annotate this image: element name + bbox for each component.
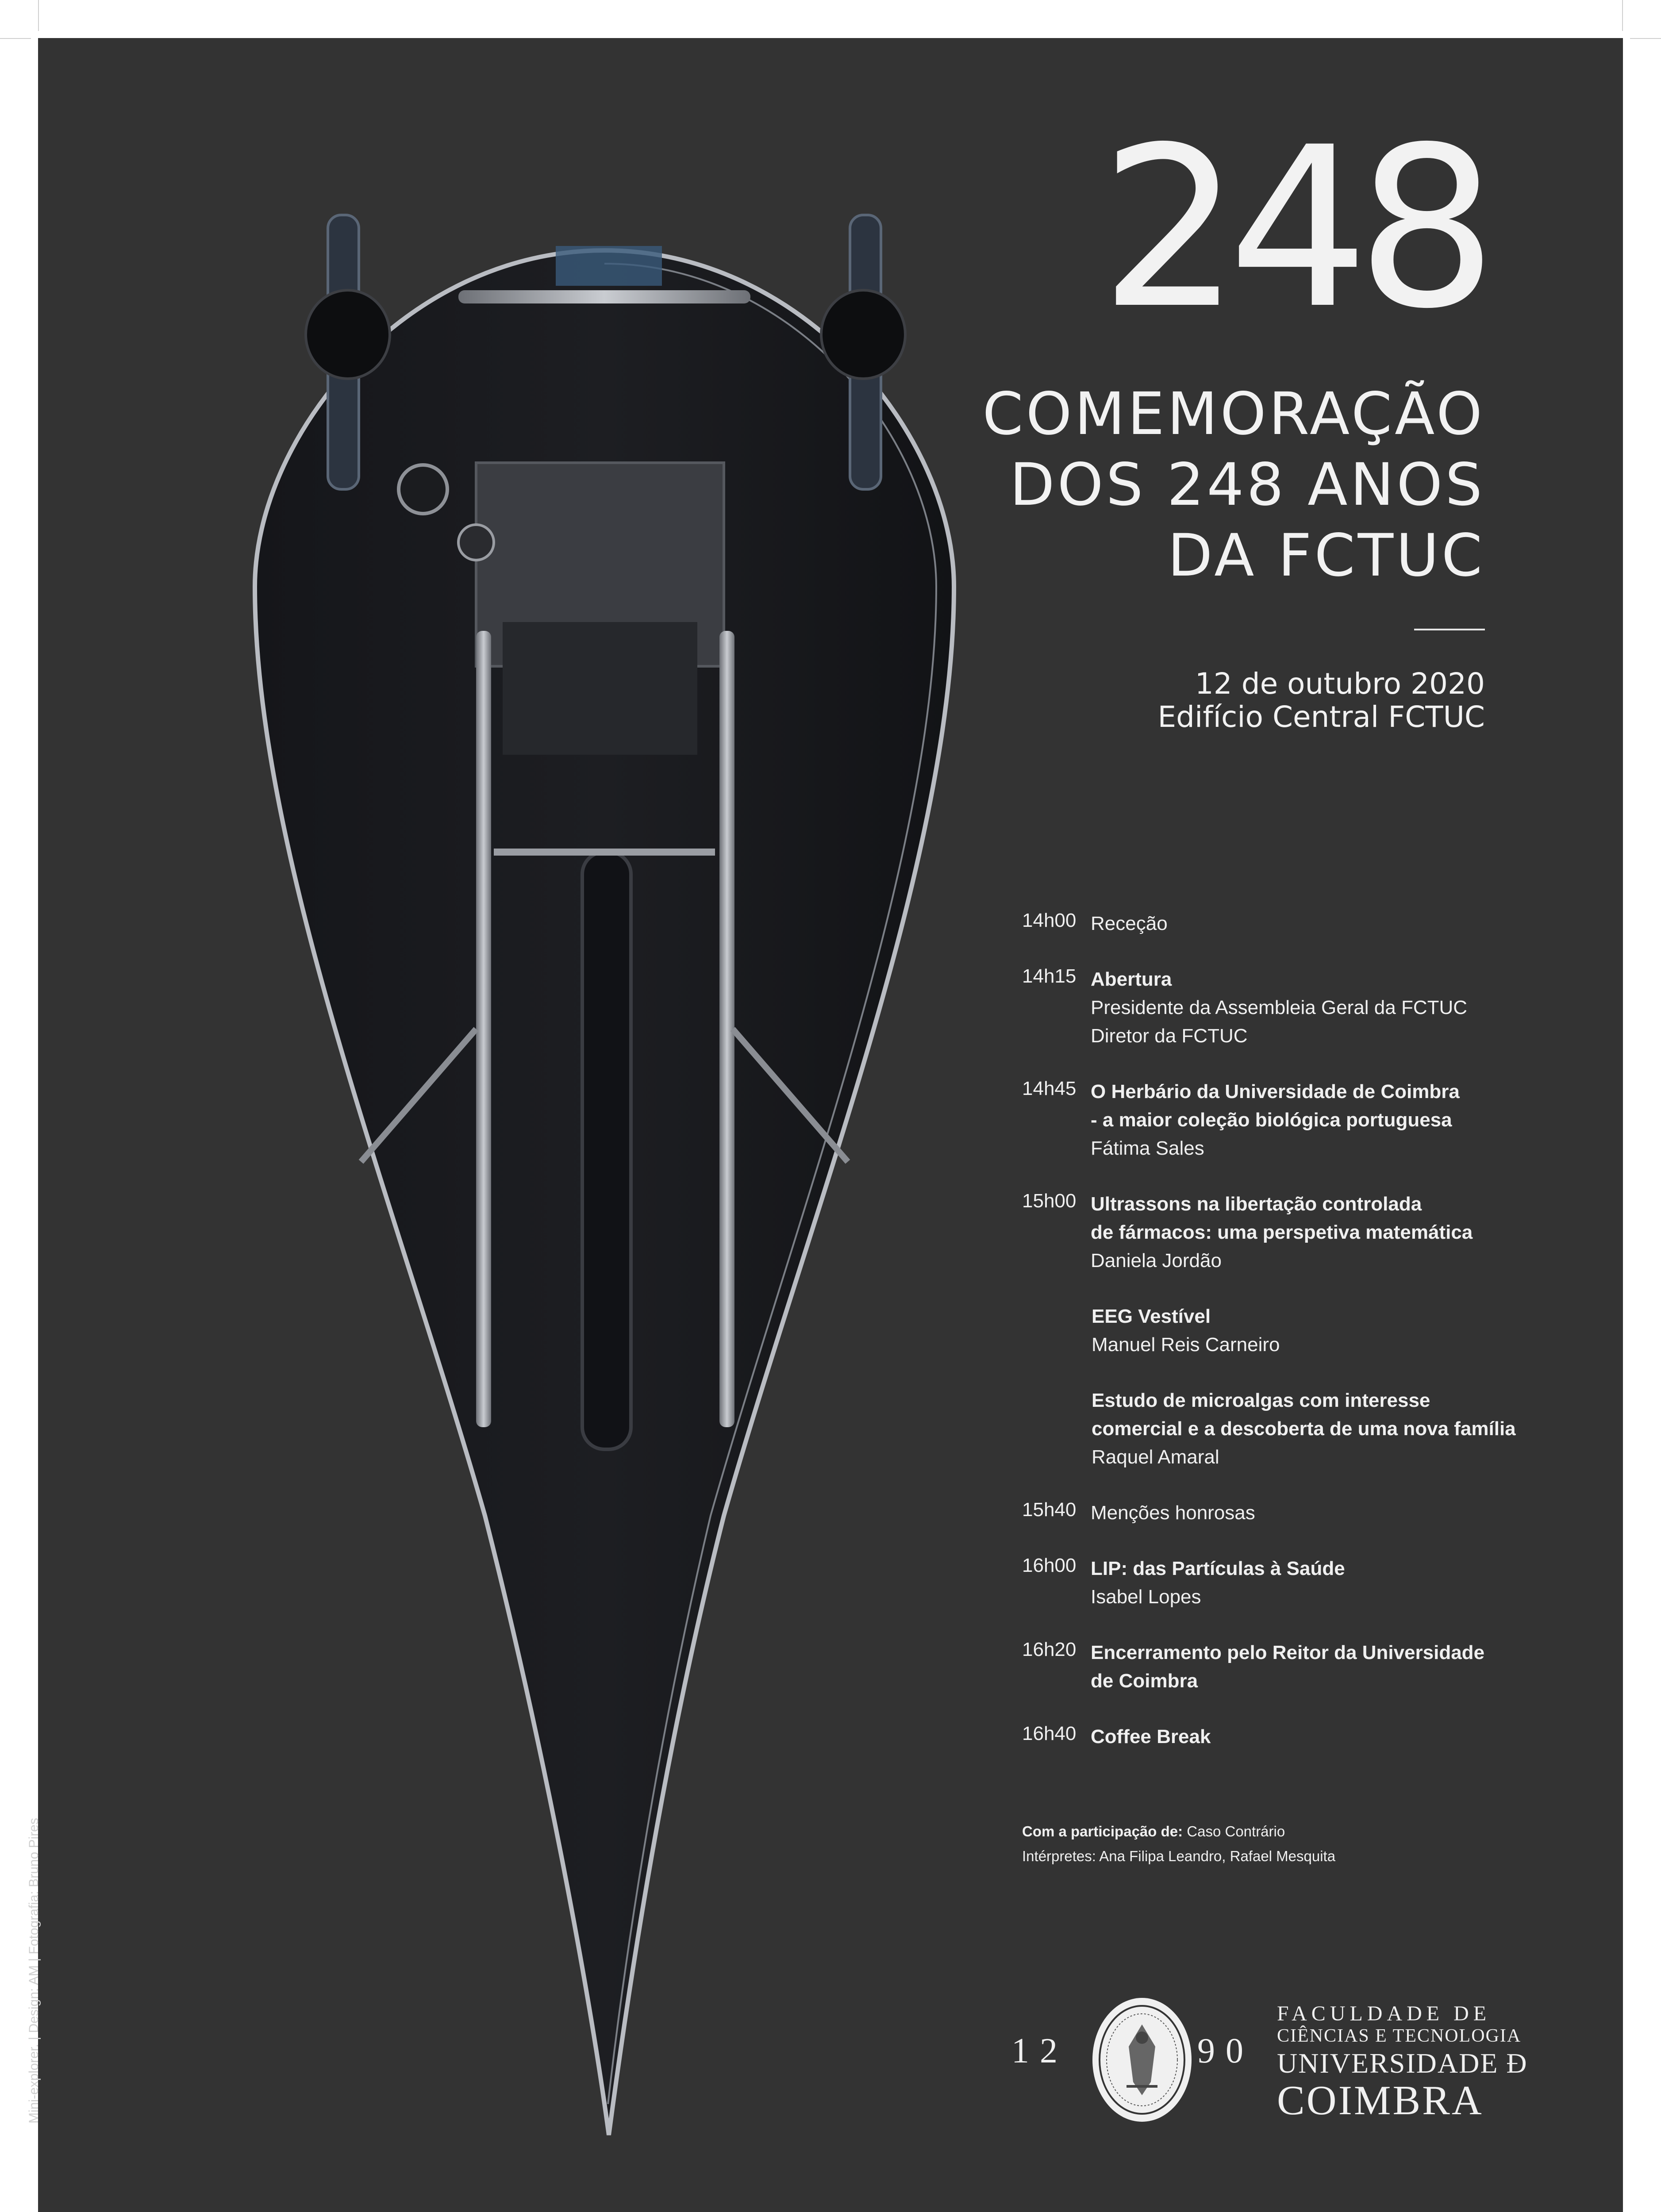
university-logo xyxy=(1011,1980,1534,2157)
program-body xyxy=(1092,1386,1553,1471)
program-body xyxy=(1091,1078,1553,1163)
poster xyxy=(38,38,1623,2212)
program-speaker: Isabel Lopes xyxy=(1091,1586,1201,1608)
rear-wheel xyxy=(582,852,631,1449)
program-speaker: Manuel Reis Carneiro xyxy=(1092,1334,1280,1356)
program-body xyxy=(1091,1555,1553,1611)
program-time: 14h45 xyxy=(1022,1078,1077,1099)
program-speaker: Presidente da Assembleia Geral da FCTUC xyxy=(1091,997,1468,1018)
program-speaker: Diretor da FCTUC xyxy=(1091,1025,1248,1047)
program-title: Abertura xyxy=(1091,968,1172,990)
logo-line-faculty: FACULDADE DE xyxy=(1277,2002,1491,2025)
program-body xyxy=(1092,1302,1553,1359)
program-body xyxy=(1091,965,1553,1050)
founding-year-right: 90 xyxy=(1197,2032,1254,2070)
program-body xyxy=(1091,910,1553,938)
program-time: 16h40 xyxy=(1022,1723,1077,1744)
program-title: Ultrassons na libertação controlada xyxy=(1091,1193,1422,1215)
program-schedule xyxy=(1022,910,1553,1778)
event-venue: Edifício Central FCTUC xyxy=(1157,700,1485,734)
program-item xyxy=(1022,965,1553,1050)
program-time: 14h15 xyxy=(1022,965,1077,987)
program-body xyxy=(1091,1499,1553,1527)
logo-wordmark xyxy=(1277,2002,1528,2124)
university-seal-icon xyxy=(1089,1993,1195,2126)
credits xyxy=(1022,1819,1335,1869)
program-title: EEG Vestível xyxy=(1092,1306,1211,1327)
program-item xyxy=(1022,1302,1553,1359)
program-item xyxy=(1022,1190,1553,1275)
program-speaker: Raquel Amaral xyxy=(1092,1446,1219,1468)
title-line: DA FCTUC xyxy=(1167,522,1485,590)
crop-mark xyxy=(1622,0,1623,31)
vehicle-photo xyxy=(228,188,980,2157)
program-title: LIP: das Partículas à Saúde xyxy=(1091,1558,1345,1579)
program-title: Encerramento pelo Reitor da Universidade xyxy=(1091,1642,1485,1663)
logo-line-university: UNIVERSIDADE Đ xyxy=(1277,2047,1528,2079)
program-item xyxy=(1022,1386,1553,1471)
program-time: 16h20 xyxy=(1022,1639,1077,1660)
program-item xyxy=(1022,1078,1553,1163)
program-title: O Herbário da Universidade de Coimbra xyxy=(1091,1081,1460,1102)
crop-mark xyxy=(1630,38,1661,39)
program-title: Estudo de microalgas com interesse xyxy=(1092,1390,1430,1411)
anniversary-number: 248 xyxy=(1100,100,1485,357)
participation-value: Caso Contrário xyxy=(1187,1823,1285,1839)
program-time: 15h00 xyxy=(1022,1190,1077,1212)
event-date: 12 de outubro 2020 xyxy=(1195,667,1485,701)
program-time: 16h00 xyxy=(1022,1555,1077,1576)
program-title: Menções honrosas xyxy=(1091,1502,1255,1524)
program-item xyxy=(1022,1723,1553,1751)
program-item xyxy=(1022,1499,1553,1527)
program-title: - a maior coleção biológica portuguesa xyxy=(1091,1109,1452,1131)
program-item xyxy=(1022,1639,1553,1695)
title-line: DOS 248 ANOS xyxy=(1010,451,1485,519)
program-body xyxy=(1091,1723,1553,1751)
program-title: comercial e a descoberta de uma nova família xyxy=(1092,1418,1516,1440)
logo-line-coimbra: COIMBRA xyxy=(1277,2078,1484,2124)
program-speaker: Daniela Jordão xyxy=(1091,1250,1222,1271)
program-title: de fármacos: uma perspetiva matemática xyxy=(1091,1221,1473,1243)
participation-label: Com a participação de: xyxy=(1022,1823,1183,1839)
logo-line-sciences: CIÊNCIAS E TECNOLOGIA xyxy=(1277,2026,1522,2046)
program-title: de Coimbra xyxy=(1091,1670,1198,1692)
title-line: COMEMORAÇÃO xyxy=(982,380,1485,448)
program-item xyxy=(1022,910,1553,938)
program-title: Coffee Break xyxy=(1091,1726,1211,1747)
program-item xyxy=(1022,1555,1553,1611)
interpreters: Intérpretes: Ana Filipa Leandro, Rafael Mesquita xyxy=(1022,1848,1336,1864)
side-credit: Mini-explorer. | Design: AM | Fotografia: Bruno Pires xyxy=(27,1818,41,2124)
founding-year-left: 12 xyxy=(1011,2032,1068,2070)
crop-mark xyxy=(38,0,39,31)
program-time: 14h00 xyxy=(1022,910,1077,931)
program-title: Receção xyxy=(1091,913,1168,934)
crop-mark xyxy=(0,38,31,39)
event-title xyxy=(982,379,1485,591)
program-time: 15h40 xyxy=(1022,1499,1077,1521)
program-body xyxy=(1091,1190,1553,1275)
program-speaker: Fátima Sales xyxy=(1091,1137,1204,1159)
divider xyxy=(1414,629,1485,630)
program-body xyxy=(1091,1639,1553,1695)
